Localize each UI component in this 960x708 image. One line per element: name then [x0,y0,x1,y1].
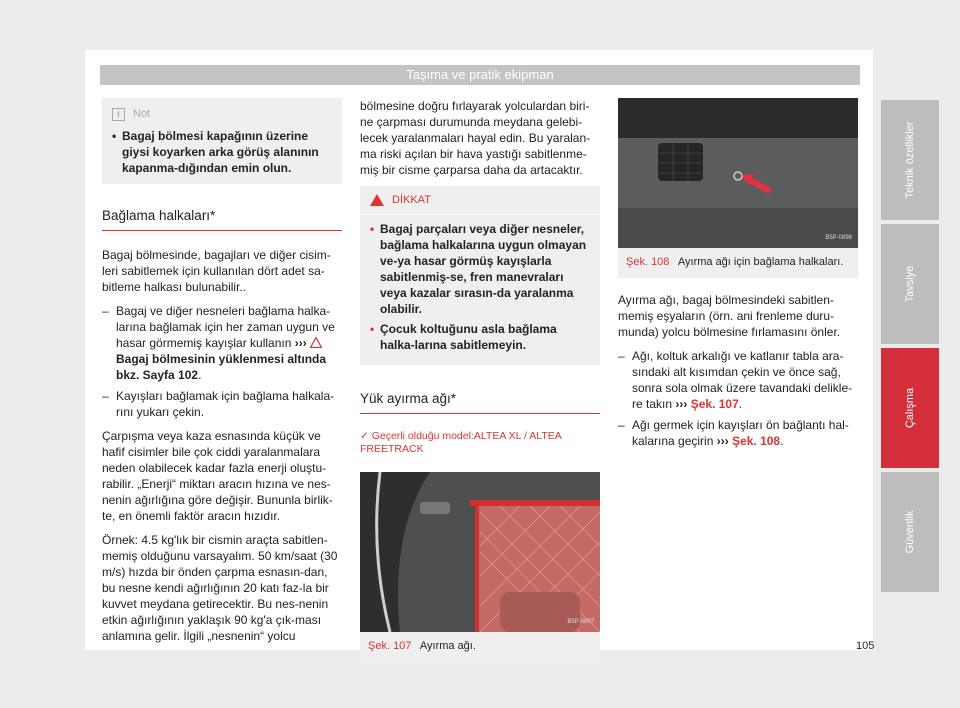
reference-arrows: ››› [675,397,688,411]
figure-107 [360,472,600,662]
note-label: Not [133,108,151,120]
warning-box [360,186,600,365]
tie-rings-image [618,98,858,248]
section-title-tie-rings: Bağlama halkaları* [102,208,342,231]
figure-reference-link[interactable]: Şek. 108 [732,434,781,448]
tab-technical-specs[interactable]: Teknik özellikler [881,100,939,220]
list-item: – Bagaj ve diğer nesneleri bağlama halka-larına bağlamak için her zaman uygun ve hasar görmemiş kayışlar kullanın ››› Bagaj bölmesinin yüklenmesi altında bkz. Sayfa 102. [102,303,342,383]
figure-number: Şek. 107 [368,640,412,652]
cargo-net-image [360,472,600,632]
cargo-net-intro: Ayırma ağı, bagaj bölmesindeki sabitlen-memiş eşyaların (örn. ani frenleme duru-munda) yolcu bölmesine fırlamasını önler. [618,293,841,339]
tie-rings-illustration [618,98,858,248]
tab-advice[interactable]: Tavsiye [881,224,939,344]
reference-arrows: ››› [294,336,307,350]
tie-rings-intro: Bagaj bölmesinde, bagajları ve diğer cisim-leri sabitlemek için kullanılan dört adet sa-bitleme halkası bulunabilir.. [102,248,331,294]
note-box [102,98,342,184]
page-number: 105 [856,640,875,652]
info-icon: i [112,108,125,121]
figure-caption: Ayırma ağı için bağlama halkaları. [677,256,844,268]
section-title-cargo-net: Yük ayırma ağı* [360,391,600,414]
figure-code: B5P-0898 [825,235,852,241]
warning-item: • Bagaj parçaları veya diğer nesneler, bağlama halkalarına uygun olmayan ve-ya hasar görmüş kayışlarla sabitlenmiş-se, fren manevraları veya kazalar sırasın-da yaralanma olabilir. [370,221,590,317]
figure-caption: Ayırma ağı. [419,640,476,652]
tie-rings-list [102,303,342,420]
warning-icon [310,337,322,348]
list-item: – Kayışları bağlamak için bağlama halkala-rını yukarı çekin. [102,388,342,420]
tie-rings-para-energy: Çarpışma veya kaza esnasında küçük ve hafif cisimler bile çok ciddi yaralanmalara neden olabilecek kadar fazla enerji oluştu-rabilir. „Enerji“ miktarı aracın hızına ve nes-nenin ağırlığına göre değişir. Bununla birlik-te, en önemli faktör aracın hızıdır. [102,429,333,523]
figure-108 [618,98,858,278]
warning-label: DİKKAT [392,194,431,206]
reference-arrows: ››› [716,434,729,448]
tab-operation[interactable]: Çalışma [881,348,939,468]
figure-number: Şek. 108 [626,256,670,268]
column-1 [102,98,342,652]
warning-item: • Çocuk koltuğunu asla bağlama halka-larına sabitlemeyin. [370,321,590,353]
page-header: Taşıma ve pratik ekipman [100,65,860,85]
tab-safety[interactable]: Güvenlik [881,472,939,592]
page-reference-link[interactable]: Bagaj bölmesinin yüklenmesi altında bkz. Sayfa 102 [116,352,327,382]
column-3 [618,98,858,457]
cargo-net-illustration [360,472,600,632]
continued-paragraph: bölmesine doğru fırlayarak yolculardan biri-ne çarpması durumunda meydana gelebi-lecek yaralanmaları hayal edin. Bu yaralan-ma riski açılan bir hava yastığı sabitlenme-miş bir cisme çarparsa daha da artacaktır. [360,99,591,177]
note-text: Bagaj bölmesi kapağının üzerine giysi koyarken arka görüş alanının kapanma-dığından emin olun. [122,129,319,175]
bullet-icon: • [112,129,117,143]
list-item: – Ağı germek için kayışları ön bağlantı hal-kalarına geçirin ››› Şek. 108. [618,417,858,449]
model-applicability-note: ✓ Geçerli olduğu model:ALTEA XL / ALTEA FREETRACK [360,430,562,455]
figure-reference-link[interactable]: Şek. 107 [690,397,739,411]
cargo-net-list [618,348,858,449]
figure-code: B5P-0897 [567,619,594,625]
column-2 [360,98,600,676]
list-item: – Ağı, koltuk arkalığı ve katlanır tabla ara-sındaki alt kısımdan çekin ve önce sağ, sonra sola olmak üzere tavandaki delikle-re takın ››› Şek. 107. [618,348,858,412]
warning-triangle-icon [370,194,384,206]
tie-rings-para-example: Örnek: 4.5 kg'lık bir cismin araçta sabitlen-memiş olduğunu varsayalım. 50 km/saat (30 m/s) hızda bir önden çarpma esnasın-dan, bu nesne kendi ağırlığının 20 katı faz-la bir kuvvet meydana getirecektir. Bu nes-nenin etkin ağırlığının yaklaşık 90 kg'a çık-ması anlamına gelir. İlgili „nesnenin“ yolcu [102,533,338,643]
